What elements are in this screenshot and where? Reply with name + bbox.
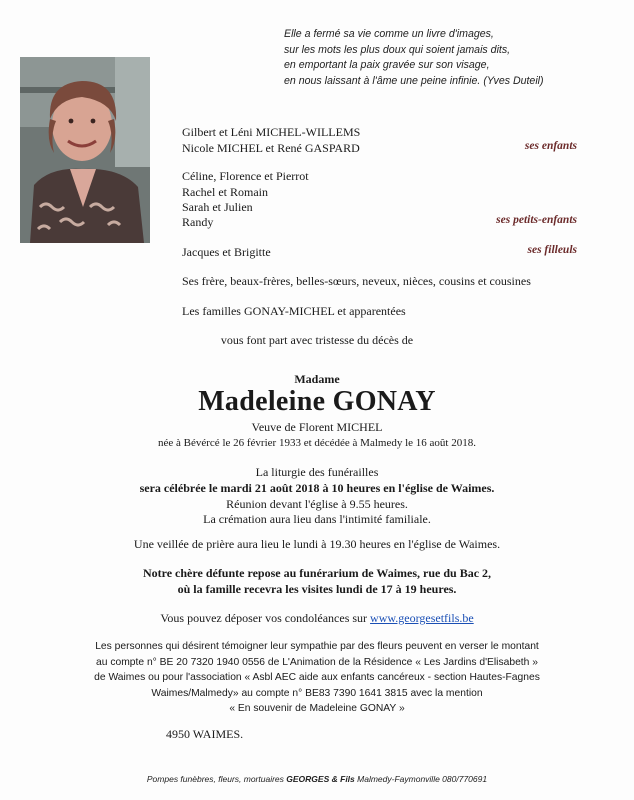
- footer: [0, 774, 634, 784]
- flowers-line: Les personnes qui désirent témoigner leur sympathie par des fleurs peuvent en verser le montant: [95, 641, 539, 652]
- children-role: ses enfants: [524, 140, 577, 152]
- godchildren-role: ses filleuls: [527, 244, 577, 256]
- children-line: Nicole MICHEL et René GASPARD: [182, 141, 360, 155]
- announcement: vous font part avec tristesse du décès de: [220, 333, 414, 347]
- flowers-line: Waimes/Malmedy» au compte n° BE83 7390 1641 3815 avec la mention: [151, 687, 483, 699]
- ceremony-line: Réunion devant l'église à 9.55 heures.: [226, 497, 408, 511]
- poem: [284, 27, 544, 89]
- repose-line: où la famille recevra les visites lundi de 17 à 19 heures.: [177, 582, 457, 596]
- ceremony-line: sera célébrée le mardi 21 août 2018 à 10 heures en l'église de Waimes.: [139, 481, 495, 495]
- flowers-paragraph: [0, 639, 634, 717]
- vigil-line: Une veillée de prière aura lieu le lundi à 19.30 heures en l'église de Waimes.: [133, 537, 501, 551]
- condolences-line: [0, 611, 634, 626]
- footer-prefix: Pompes funèbres, fleurs, mortuaires: [146, 774, 284, 784]
- footer-suffix: Malmedy-Faymonville 080/770691: [357, 774, 488, 784]
- children-line: Gilbert et Léni MICHEL-WILLEMS: [182, 125, 361, 139]
- poem-line: sur les mots les plus doux qui soient jamais dits,: [284, 43, 511, 56]
- birth-death-dates: née à Bévércé le 26 février 1933 et décédée à Malmedy le 16 août 2018.: [158, 437, 476, 449]
- footer-brand: GEORGES & Fils: [286, 774, 355, 784]
- deceased-name: Madeleine GONAY: [198, 386, 436, 417]
- poem-line: en emportant la paix gravée sur son visage,: [284, 59, 490, 71]
- grandchildren-line: Sarah et Julien: [182, 200, 253, 214]
- flowers-line: au compte n° BE 20 7320 1940 0556 de L'Animation de la Résidence « Les Jardins d'Elisabeth »: [96, 656, 538, 668]
- address: 4950 WAIMES.: [166, 727, 244, 741]
- repose-line: Notre chère défunte repose au funérarium de Waimes, rue du Bac 2,: [142, 566, 492, 580]
- godchildren-line: Jacques et Brigitte: [182, 245, 271, 259]
- siblings-line: Ses frère, beaux-frères, belles-sœurs, neveux, nièces, cousins et cousines: [182, 274, 531, 288]
- flowers-line: de Waimes ou pour l'association « Asbl AEC aide aux enfants cancéreux - section Hautes-Fagnes: [94, 672, 540, 683]
- deceased-title: Madame: [294, 372, 340, 386]
- portrait-illustration: [20, 57, 150, 243]
- ceremony-line: La liturgie des funérailles: [255, 465, 379, 479]
- grandchildren-line: Rachel et Romain: [182, 185, 268, 199]
- flowers-line: « En souvenir de Madeleine GONAY »: [229, 703, 405, 714]
- widow-line: Veuve de Florent MICHEL: [251, 420, 383, 434]
- portrait-photo: [20, 57, 150, 243]
- grandchildren-role: ses petits-enfants: [496, 214, 577, 226]
- families-line: Les familles GONAY-MICHEL et apparentées: [182, 304, 406, 318]
- condolences-text: Vous pouvez déposer vos condoléances sur: [160, 611, 368, 625]
- condolences-link[interactable]: www.georgesetfils.be: [370, 611, 474, 625]
- grandchildren-line: Randy: [182, 215, 214, 229]
- poem-line: en nous laissant à l'âme une peine infinie. (Yves Duteil): [284, 74, 544, 87]
- poem-line: Elle a fermé sa vie comme un livre d'images,: [284, 28, 494, 40]
- grandchildren-line: Céline, Florence et Pierrot: [182, 169, 309, 183]
- ceremony-line: La crémation aura lieu dans l'intimité familiale.: [203, 512, 431, 526]
